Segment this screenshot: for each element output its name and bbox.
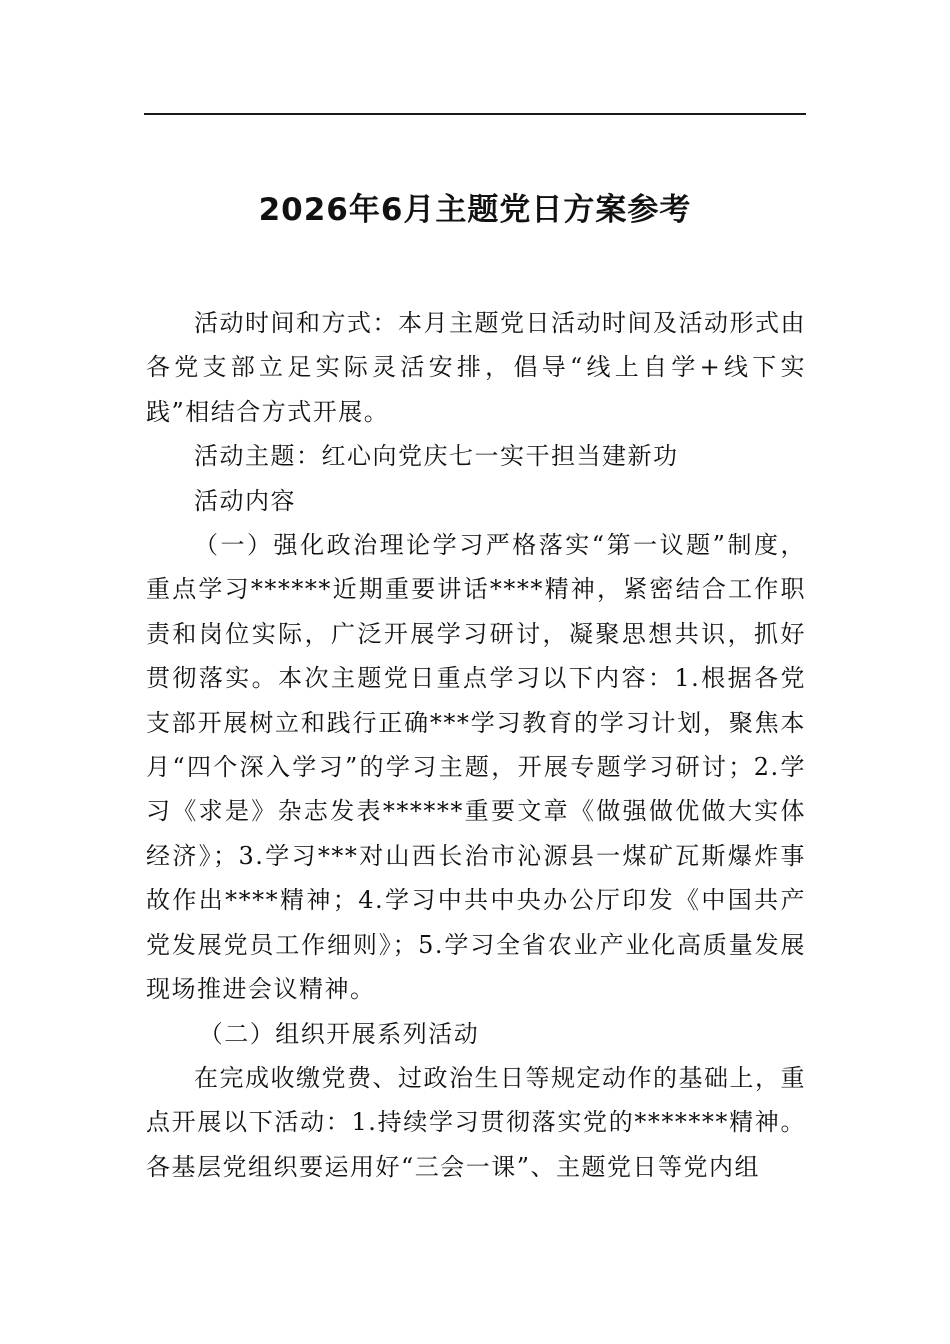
- header-rule: [144, 113, 806, 115]
- paragraph-activity-theme: 活动主题：红心向党庆七一实干担当建新功: [194, 442, 679, 471]
- paragraph-section-two-heading: （二）组织开展系列活动: [198, 1019, 480, 1048]
- document-title: 2026年6月主题党日方案参考: [258, 192, 692, 228]
- paragraph-section-two-body: 在完成收缴党费、过政治生日等规定动作的基础上，重点开展以下活动：1.持续学习贯彻落实党的*******精神。各基层党组织要运用好“三会一课”、主题党日等党内组: [146, 1063, 806, 1181]
- paragraph-section-one: （一）强化政治理论学习严格落实“第一议题”制度，重点学习******近期重要讲话****精神，紧密结合工作职责和岗位实际，广泛开展学习研讨，凝聚思想共识，抓好贯彻落实。本次主题党日重点学习以下内容：1.根据各党支部开展树立和践行正确***学习教育的学习计划，聚焦本月“四个深入学习”的学习主题，开展专题学习研讨；2.学习《求是》杂志发表******重要文章《做强做优做大实体经济》；3.学习***对山西长治市沁源县一煤矿瓦斯爆炸事故作出****精神；4.学习中共中央办公厅印发《中国共产党发展党员工作细则》；5.学习全省农业产业化高质量发展现场推进会议精神。: [146, 531, 806, 1004]
- paragraph-activity-time: 活动时间和方式：本月主题党日活动时间及活动形式由各党支部立足实际灵活安排，倡导“线上自学+线下实践”相结合方式开展。: [146, 309, 806, 426]
- paragraph-activity-content-heading: 活动内容: [194, 486, 296, 515]
- document-body: [146, 301, 806, 1189]
